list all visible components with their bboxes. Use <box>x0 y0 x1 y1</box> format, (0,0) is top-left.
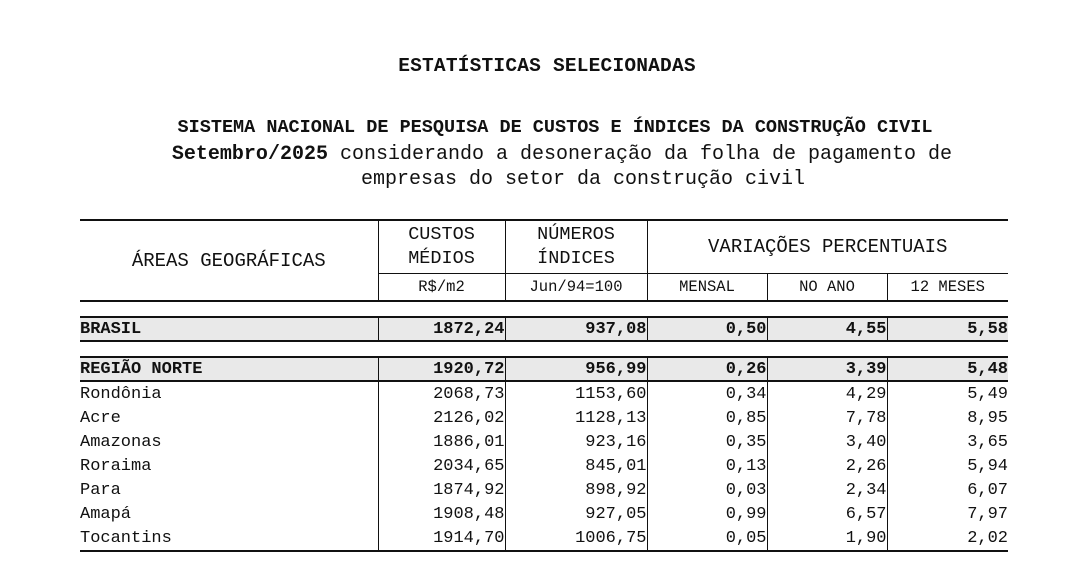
mensal-value: 0,85 <box>647 406 767 430</box>
area-name: Tocantins <box>80 526 378 551</box>
area-name: Acre <box>80 408 121 428</box>
unit-custos: R$/m2 <box>378 274 505 302</box>
mensal-value: 0,05 <box>647 526 767 551</box>
ano-value: 4,29 <box>767 381 887 406</box>
custo-value: 1874,92 <box>378 478 505 502</box>
mensal-value: 0,50 <box>647 317 767 341</box>
custo-value: 2034,65 <box>378 454 505 478</box>
mensal-value: 0,03 <box>647 478 767 502</box>
header-variacoes: VARIAÇÕES PERCENTUAIS <box>647 220 1008 274</box>
area-name: Amazonas <box>80 432 162 452</box>
header-mensal: MENSAL <box>647 274 767 302</box>
ano-value: 7,78 <box>767 406 887 430</box>
ano-value: 3,40 <box>767 430 887 454</box>
indice-value: 845,01 <box>505 454 647 478</box>
table-row <box>80 454 1008 478</box>
table-row <box>80 526 1008 551</box>
report-period: Setembro/2025 <box>171 143 328 166</box>
meses12-value: 2,02 <box>887 526 1008 551</box>
mensal-value: 0,35 <box>647 430 767 454</box>
meses12-value: 8,95 <box>887 406 1008 430</box>
table-row <box>80 317 1008 341</box>
table-row <box>80 502 1008 526</box>
indice-value: 1128,13 <box>505 406 647 430</box>
mensal-value: 0,26 <box>647 357 767 381</box>
area-name: Para <box>80 480 121 500</box>
ano-value: 3,39 <box>767 357 887 381</box>
table-row <box>80 357 1008 381</box>
meses12-value: 5,58 <box>887 317 1008 341</box>
indice-value: 1153,60 <box>505 381 647 406</box>
report-subtitle: SISTEMA NACIONAL DE PESQUISA DE CUSTOS E ÍNDICES DA CONSTRUÇÃO CIVIL <box>177 117 933 138</box>
page-title: ESTATÍSTICAS SELECIONADAS <box>398 55 696 77</box>
indice-value: 923,16 <box>505 430 647 454</box>
area-name: BRASIL <box>80 317 378 341</box>
statistics-table <box>80 219 1008 552</box>
mensal-value: 0,13 <box>647 454 767 478</box>
unit-numeros: Jun/94=100 <box>505 274 647 302</box>
custo-value: 2126,02 <box>378 406 505 430</box>
indice-value: 956,99 <box>505 357 647 381</box>
meses12-value: 7,97 <box>887 502 1008 526</box>
custo-value: 2068,73 <box>378 381 505 406</box>
ano-value: 1,90 <box>767 526 887 551</box>
table-row <box>80 381 1008 406</box>
area-name: Rondônia <box>80 384 162 404</box>
report-description-line2: empresas do setor da construção civil <box>360 168 806 191</box>
indice-value: 898,92 <box>505 478 647 502</box>
custo-value: 1908,48 <box>378 502 505 526</box>
custo-value: 1872,24 <box>378 317 505 341</box>
header-numeros: NÚMEROS ÍNDICES <box>505 220 647 274</box>
mensal-value: 0,99 <box>647 502 767 526</box>
header-areas: ÁREAS GEOGRÁFICAS <box>80 220 378 301</box>
custo-value: 1886,01 <box>378 430 505 454</box>
indice-value: 1006,75 <box>505 526 647 551</box>
table-row <box>80 478 1008 502</box>
custo-value: 1914,70 <box>378 526 505 551</box>
meses12-value: 5,49 <box>887 381 1008 406</box>
mensal-value: 0,34 <box>647 381 767 406</box>
meses12-value: 3,65 <box>887 430 1008 454</box>
ano-value: 4,55 <box>767 317 887 341</box>
indice-value: 937,08 <box>505 317 647 341</box>
header-12-meses: 12 MESES <box>887 274 1008 302</box>
meses12-value: 5,48 <box>887 357 1008 381</box>
custo-value: 1920,72 <box>378 357 505 381</box>
indice-value: 927,05 <box>505 502 647 526</box>
table-row <box>80 406 1008 430</box>
area-name: Roraima <box>80 456 152 476</box>
header-custos: CUSTOS MÉDIOS <box>378 220 505 274</box>
area-name: Amapá <box>80 504 132 524</box>
meses12-value: 5,94 <box>887 454 1008 478</box>
ano-value: 2,26 <box>767 454 887 478</box>
header-no-ano: NO ANO <box>767 274 887 302</box>
meses12-value: 6,07 <box>887 478 1008 502</box>
report-description-line1: considerando a desoneração da folha de pagamento de <box>327 143 953 166</box>
report-period-line <box>0 143 1087 166</box>
ano-value: 2,34 <box>767 478 887 502</box>
table-row <box>80 430 1008 454</box>
ano-value: 6,57 <box>767 502 887 526</box>
area-name: REGIÃO NORTE <box>80 357 378 381</box>
